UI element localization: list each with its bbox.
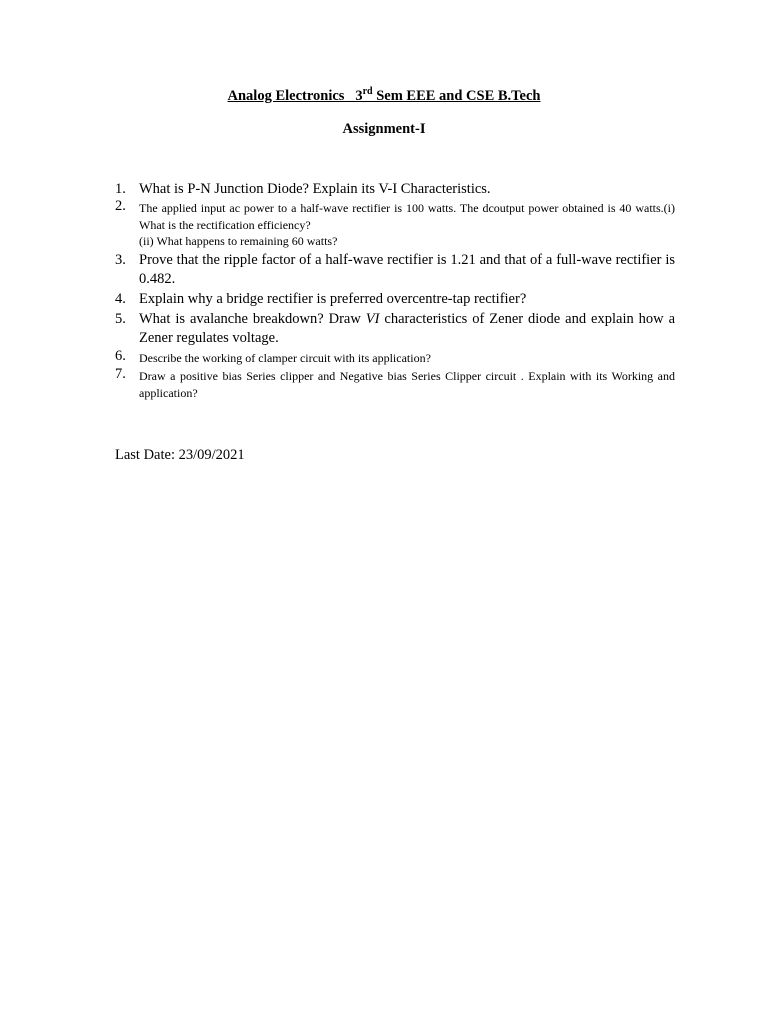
title-main: Analog Electronics _3	[227, 88, 363, 104]
document-subtitle: Assignment-I	[342, 121, 426, 137]
last-date: Last Date: 23/09/2021	[115, 447, 245, 463]
question-number: 5.	[115, 310, 126, 327]
question-number: 1.	[115, 181, 126, 197]
question-list	[115, 180, 675, 401]
question-item	[115, 200, 675, 250]
question-number: 2.	[115, 198, 126, 214]
question-text: The applied input ac power to a half-wave rectifier is 100 watts. The dcoutput power obtained is 40 watts.(i) What is the rectification efficiency?	[139, 201, 675, 232]
title-rest: Sem EEE and CSE B.Tech	[372, 88, 541, 104]
question-item	[115, 310, 675, 348]
question-subtext: (ii) What happens to remaining 60 watts?	[139, 234, 338, 248]
question-text-italic: VI	[365, 310, 380, 327]
question-number: 7.	[115, 366, 126, 382]
question-number: 4.	[115, 290, 126, 307]
question-number: 3.	[115, 251, 126, 268]
question-text: Describe the working of clamper circuit with its application?	[139, 350, 431, 365]
document-title	[0, 86, 768, 106]
title-superscript: rd	[362, 86, 373, 97]
question-item	[115, 180, 675, 199]
question-text: What is P-N Junction Diode? Explain its V-I Characteristics.	[139, 181, 491, 197]
question-item	[115, 347, 675, 367]
question-item	[115, 251, 675, 289]
question-text-part: characteristics of Zener diode and explain how a Zener regulates voltage.	[139, 310, 676, 346]
question-text: Draw a positive bias Series clipper and Negative bias Series Clipper circuit . Explain with its Working and application?	[139, 369, 675, 400]
question-item	[115, 368, 675, 401]
question-text-part: What is avalanche breakdown? Draw	[139, 310, 366, 327]
question-text: Explain why a bridge rectifier is preferred overcentre-tap rectifier?	[139, 290, 527, 307]
question-item	[115, 290, 675, 309]
question-number: 6.	[115, 347, 126, 364]
question-text: Prove that the ripple factor of a half-wave rectifier is 1.21 and that of a full-wave rectifier is 0.482.	[139, 251, 675, 287]
